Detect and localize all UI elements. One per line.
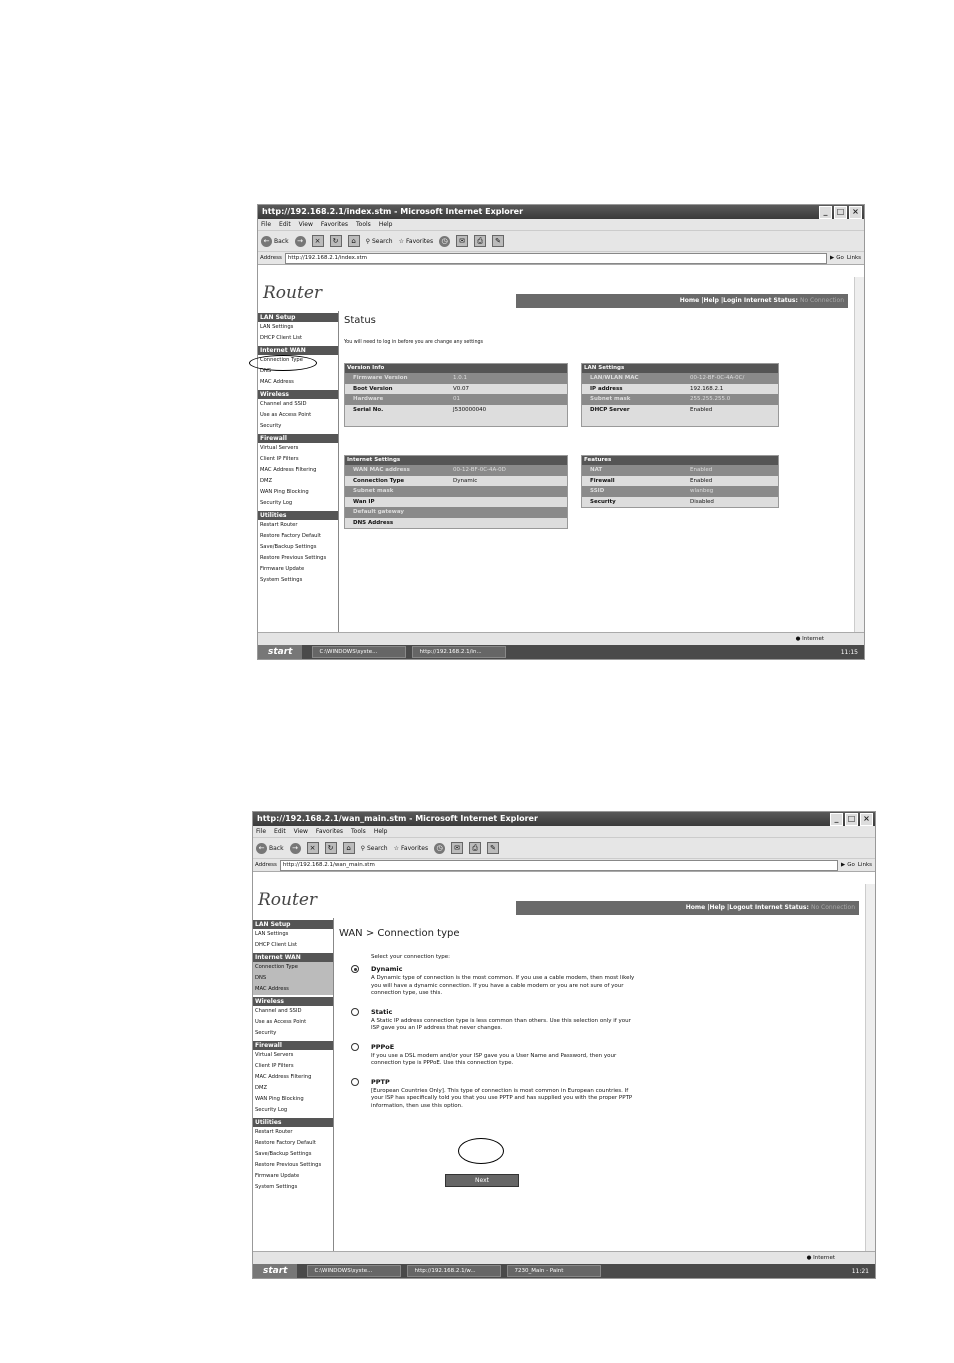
table-row: LAN/WLAN MAC 00-12-BF-0C-4A-0C/: [582, 373, 778, 384]
sidebar-item-security-log[interactable]: Security Log: [260, 500, 293, 506]
table-row: WAN MAC address 00-12-BF-0C-4A-0D: [345, 465, 567, 476]
router-logo: Router: [258, 890, 318, 910]
home-icon[interactable]: ⌂: [348, 235, 360, 247]
favorites-button[interactable]: ☆ Favorites: [398, 237, 434, 245]
main-area: [344, 315, 844, 633]
menu-bar: [253, 826, 875, 838]
table-row: NAT Enabled: [582, 465, 778, 476]
page-title: Status: [344, 315, 376, 326]
option-static: Static A Static IP address connection type is less common than others. Use this selection only if your ISP gave you an IP address that never changes.: [371, 1008, 641, 1033]
close-icon[interactable]: ×: [849, 206, 862, 219]
top-nav: [516, 294, 848, 308]
table-row: SSID wlanbeg: [582, 486, 778, 497]
sidebar-item-mac-address[interactable]: MAC Address: [260, 379, 294, 385]
address-bar: [258, 252, 864, 265]
panel-header: Features: [582, 456, 778, 465]
sidebar-item-lan-settings[interactable]: LAN Settings: [260, 324, 294, 330]
print-icon[interactable]: ⎙: [474, 235, 486, 247]
panel-header: Version Info: [345, 364, 567, 373]
menu-view[interactable]: View: [293, 828, 308, 835]
taskbar-clock: 11:21: [851, 1267, 869, 1275]
table-row: Wan IP: [345, 497, 567, 508]
address-input[interactable]: http://192.168.2.1/wan_main.stm: [280, 860, 838, 871]
sidebar-item-access-point[interactable]: Use as Access Point: [260, 412, 312, 418]
print-icon[interactable]: ⎙: [469, 842, 481, 854]
address-label: Address: [260, 255, 282, 261]
sidebar-item-access-point[interactable]: Use as Access Point: [255, 1019, 307, 1025]
sidebar-item-virtual-servers[interactable]: Virtual Servers: [255, 1052, 294, 1058]
table-row: Firewall Enabled: [582, 476, 778, 487]
table-row: Security Disabled: [582, 497, 778, 508]
sidebar-item-client-ip-filters[interactable]: Client IP Filters: [255, 1063, 294, 1069]
internet-status: No Connection: [799, 297, 844, 304]
star-icon: ☆: [398, 237, 404, 245]
search-button[interactable]: ⚲ Search: [365, 237, 393, 245]
sidebar-item-security[interactable]: Security: [260, 423, 282, 429]
sidebar-item-wan-ping-blocking[interactable]: WAN Ping Blocking: [260, 489, 309, 495]
menu-file[interactable]: File: [261, 221, 272, 228]
radio-pptp[interactable]: [351, 1078, 359, 1086]
menu-tools[interactable]: Tools: [356, 221, 371, 228]
sidebar-item-client-ip-filters[interactable]: Client IP Filters: [260, 456, 299, 462]
page-title: WAN > Connection type: [339, 928, 460, 939]
menu-file[interactable]: File: [256, 828, 267, 835]
sidebar-section-utilities: Utilities: [253, 1118, 333, 1127]
browser-toolbar: [253, 838, 875, 859]
sidebar-item-connection-type[interactable]: Connection Type: [260, 357, 303, 363]
sidebar-item-mac-address[interactable]: MAC Address: [253, 984, 333, 995]
page-content: [253, 884, 865, 1252]
vertical-scrollbar[interactable]: [865, 884, 875, 1252]
browser-status-bar: [258, 632, 864, 645]
table-row: Firmware Version 1.0.1: [345, 373, 567, 384]
search-icon: ⚲: [365, 237, 370, 245]
window-titlebar: [253, 812, 875, 826]
sidebar-item-save-backup[interactable]: Save/Backup Settings: [260, 544, 317, 550]
features-panel: [581, 455, 779, 508]
home-icon[interactable]: ⌂: [343, 842, 355, 854]
address-input[interactable]: http://192.168.2.1/index.stm: [285, 253, 827, 264]
sidebar-item-restart-router[interactable]: Restart Router: [255, 1129, 293, 1135]
select-prompt: Select your connection type:: [371, 954, 451, 960]
mail-icon[interactable]: ✉: [451, 842, 463, 854]
maximize-icon[interactable]: □: [834, 206, 847, 219]
lan-settings-panel: [581, 363, 779, 427]
menu-tools[interactable]: Tools: [351, 828, 366, 835]
browser-toolbar: [258, 231, 864, 252]
sidebar-item-restore-factory[interactable]: Restore Factory Default: [255, 1140, 316, 1146]
internet-settings-panel: [344, 455, 568, 529]
radio-static[interactable]: [351, 1008, 359, 1016]
menu-view[interactable]: View: [298, 221, 313, 228]
table-row: Boot Version V0.07: [345, 384, 567, 395]
address-bar: [253, 859, 875, 872]
close-icon[interactable]: ×: [860, 813, 873, 826]
radio-pppoe[interactable]: [351, 1043, 359, 1051]
internet-zone-indicator: ● Internet: [806, 1255, 835, 1261]
radio-dynamic[interactable]: [351, 965, 359, 973]
menu-edit[interactable]: Edit: [279, 221, 291, 228]
go-button[interactable]: ▶ Go: [829, 255, 844, 261]
screenshot-wan-connection-type: [252, 811, 876, 1279]
minimize-icon[interactable]: _: [830, 813, 843, 826]
windows-taskbar: [253, 1264, 875, 1278]
window-titlebar: [258, 205, 864, 219]
sidebar-item-restart-router[interactable]: Restart Router: [260, 522, 298, 528]
stop-icon[interactable]: ×: [307, 842, 319, 854]
taskbar-item-cmd[interactable]: C:\WINDOWS\syste...: [312, 646, 406, 658]
sidebar-section-lan: LAN Setup: [253, 920, 333, 929]
windows-taskbar: [258, 645, 864, 659]
sidebar-item-mac-filtering[interactable]: MAC Address Filtering: [260, 467, 317, 473]
back-arrow-icon: ←: [261, 236, 272, 247]
table-row: DNS Address: [345, 518, 567, 529]
highlight-oval: [249, 355, 317, 371]
internet-zone-indicator: ● Internet: [795, 636, 824, 642]
sidebar-item-virtual-servers[interactable]: Virtual Servers: [260, 445, 299, 451]
login-note: You will need to log in before you are change any settings: [344, 340, 484, 345]
links-label[interactable]: Links: [857, 862, 872, 868]
links-label[interactable]: Links: [846, 255, 861, 261]
go-arrow-icon: ▶: [829, 255, 835, 261]
maximize-icon[interactable]: □: [845, 813, 858, 826]
sidebar-item-restore-previous[interactable]: Restore Previous Settings: [260, 555, 327, 561]
sidebar-item-dmz[interactable]: DMZ: [260, 478, 273, 484]
table-row: [345, 415, 567, 426]
top-nav-links[interactable]: Home |Help |Login Internet Status:: [679, 297, 798, 304]
option-pptp: PPTP [European Countries Only]. This type of connection is most common in European countries. If your ISP has specifically told you that you use PPTP and has supplied you with the proper PPTP information, then use this option.: [371, 1078, 641, 1111]
table-row: DHCP Server Enabled: [582, 405, 778, 416]
top-nav-links[interactable]: Home |Help |Logout Internet Status:: [685, 904, 809, 911]
sidebar-item-mac-filtering[interactable]: MAC Address Filtering: [255, 1074, 312, 1080]
sidebar-item-security[interactable]: Security: [255, 1030, 277, 1036]
sidebar-section-firewall: Firewall: [253, 1041, 333, 1050]
sidebar-item-dhcp-client-list[interactable]: DHCP Client List: [255, 942, 298, 948]
sidebar-item-dhcp-client-list[interactable]: DHCP Client List: [260, 335, 303, 341]
edit-icon[interactable]: ✎: [487, 842, 499, 854]
go-arrow-icon: ▶: [840, 862, 846, 868]
taskbar-item-ie[interactable]: http://192.168.2.1/w...: [407, 1265, 501, 1277]
history-icon[interactable]: ◷: [434, 843, 445, 854]
panel-header: Internet Settings: [345, 456, 567, 465]
sidebar-item-channel-ssid[interactable]: Channel and SSID: [255, 1008, 302, 1014]
sidebar-item-system-settings[interactable]: System Settings: [260, 577, 303, 583]
search-button[interactable]: ⚲ Search: [360, 844, 388, 852]
window-title: http://192.168.2.1/wan_main.stm - Microsoft Internet Explorer: [257, 814, 538, 823]
forward-arrow-icon[interactable]: →: [290, 843, 301, 854]
window-title: http://192.168.2.1/index.stm - Microsoft Internet Explorer: [262, 207, 524, 216]
page-content: [258, 277, 854, 633]
sidebar-item-connection-type[interactable]: Connection Type: [253, 962, 333, 973]
taskbar-clock: 11:15: [840, 648, 858, 656]
panel-header: LAN Settings: [582, 364, 778, 373]
sidebar-item-firmware-update[interactable]: Firmware Update: [255, 1173, 300, 1179]
sidebar-item-restore-previous[interactable]: Restore Previous Settings: [255, 1162, 322, 1168]
start-button[interactable]: start: [258, 645, 302, 659]
table-row: Default gateway: [345, 507, 567, 518]
stop-icon[interactable]: ×: [312, 235, 324, 247]
sidebar-item-dns[interactable]: DNS: [253, 973, 333, 984]
refresh-icon[interactable]: ↻: [325, 842, 337, 854]
forward-arrow-icon[interactable]: →: [295, 236, 306, 247]
back-button[interactable]: ← Back: [261, 236, 289, 247]
minimize-icon[interactable]: _: [819, 206, 832, 219]
sidebar-item-save-backup[interactable]: Save/Backup Settings: [255, 1151, 312, 1157]
sidebar-section-wireless: Wireless: [253, 997, 333, 1006]
menu-bar: [258, 219, 864, 231]
screenshot-status-page: [257, 204, 865, 660]
sidebar-item-dns[interactable]: DNS: [260, 368, 272, 374]
table-row: Connection Type Dynamic: [345, 476, 567, 487]
router-logo: Router: [263, 283, 323, 303]
search-icon: ⚲: [360, 844, 365, 852]
sidebar-section-utilities: Utilities: [258, 511, 338, 520]
table-row: Serial No. J530000040: [345, 405, 567, 416]
sidebar-item-firmware-update[interactable]: Firmware Update: [260, 566, 305, 572]
sidebar-item-dmz[interactable]: DMZ: [255, 1085, 268, 1091]
internet-status: No Connection: [810, 904, 855, 911]
sidebar-section-wan: Internet WAN: [258, 346, 338, 355]
address-label: Address: [255, 862, 277, 868]
sidebar-section-firewall: Firewall: [258, 434, 338, 443]
refresh-icon[interactable]: ↻: [330, 235, 342, 247]
table-row: [582, 415, 778, 426]
table-row: Subnet mask: [345, 486, 567, 497]
sidebar-item-lan-settings[interactable]: LAN Settings: [255, 931, 289, 937]
back-arrow-icon: ←: [256, 843, 267, 854]
sidebar-item-wan-ping-blocking[interactable]: WAN Ping Blocking: [255, 1096, 304, 1102]
menu-edit[interactable]: Edit: [274, 828, 286, 835]
taskbar-item-cmd[interactable]: C:\WINDOWS\syste...: [307, 1265, 401, 1277]
sidebar-item-system-settings[interactable]: System Settings: [255, 1184, 298, 1190]
table-row: Subnet mask 255.255.255.0: [582, 394, 778, 405]
browser-status-bar: [253, 1251, 875, 1264]
favorites-button[interactable]: ☆ Favorites: [393, 844, 429, 852]
mail-icon[interactable]: ✉: [456, 235, 468, 247]
history-icon[interactable]: ◷: [439, 236, 450, 247]
top-nav: [516, 901, 859, 915]
sidebar-item-channel-ssid[interactable]: Channel and SSID: [260, 401, 307, 407]
option-pppoe: PPPoE If you use a DSL modem and/or your ISP gave you a User Name and Password, then your connection type is PPPoE. Use this connection type.: [371, 1043, 641, 1068]
go-button[interactable]: ▶ Go: [840, 862, 855, 868]
taskbar-item-paint[interactable]: 7230_Main - Paint: [507, 1265, 601, 1277]
vertical-scrollbar[interactable]: [854, 277, 864, 633]
menu-help[interactable]: Help: [373, 828, 388, 835]
version-info-panel: [344, 363, 568, 427]
taskbar-item-ie[interactable]: http://192.168.2.1/in...: [412, 646, 506, 658]
star-icon: ☆: [393, 844, 399, 852]
sidebar-section-wireless: Wireless: [258, 390, 338, 399]
table-row: IP address 192.168.2.1: [582, 384, 778, 395]
sidebar-section-wan: Internet WAN: [253, 953, 333, 962]
menu-favorites[interactable]: Favorites: [315, 828, 344, 835]
main-area: [339, 928, 855, 1252]
menu-favorites[interactable]: Favorites: [320, 221, 349, 228]
menu-help[interactable]: Help: [378, 221, 393, 228]
sidebar-item-security-log[interactable]: Security Log: [255, 1107, 288, 1113]
option-dynamic: Dynamic A Dynamic type of connection is the most common. If you use a cable modem, then most likely you will have a dynamic connection. If you have a cable modem or you are not sure of your connection type, use this.: [371, 965, 641, 998]
next-button[interactable]: Next: [445, 1174, 519, 1187]
connection-options: [371, 954, 641, 1110]
sidebar-item-restore-factory[interactable]: Restore Factory Default: [260, 533, 321, 539]
sidebar: [253, 918, 334, 1252]
back-button[interactable]: ← Back: [256, 843, 284, 854]
sidebar-section-lan: LAN Setup: [258, 313, 338, 322]
edit-icon[interactable]: ✎: [492, 235, 504, 247]
start-button[interactable]: start: [253, 1264, 297, 1278]
table-row: Hardware 01: [345, 394, 567, 405]
highlight-oval: [458, 1138, 504, 1164]
